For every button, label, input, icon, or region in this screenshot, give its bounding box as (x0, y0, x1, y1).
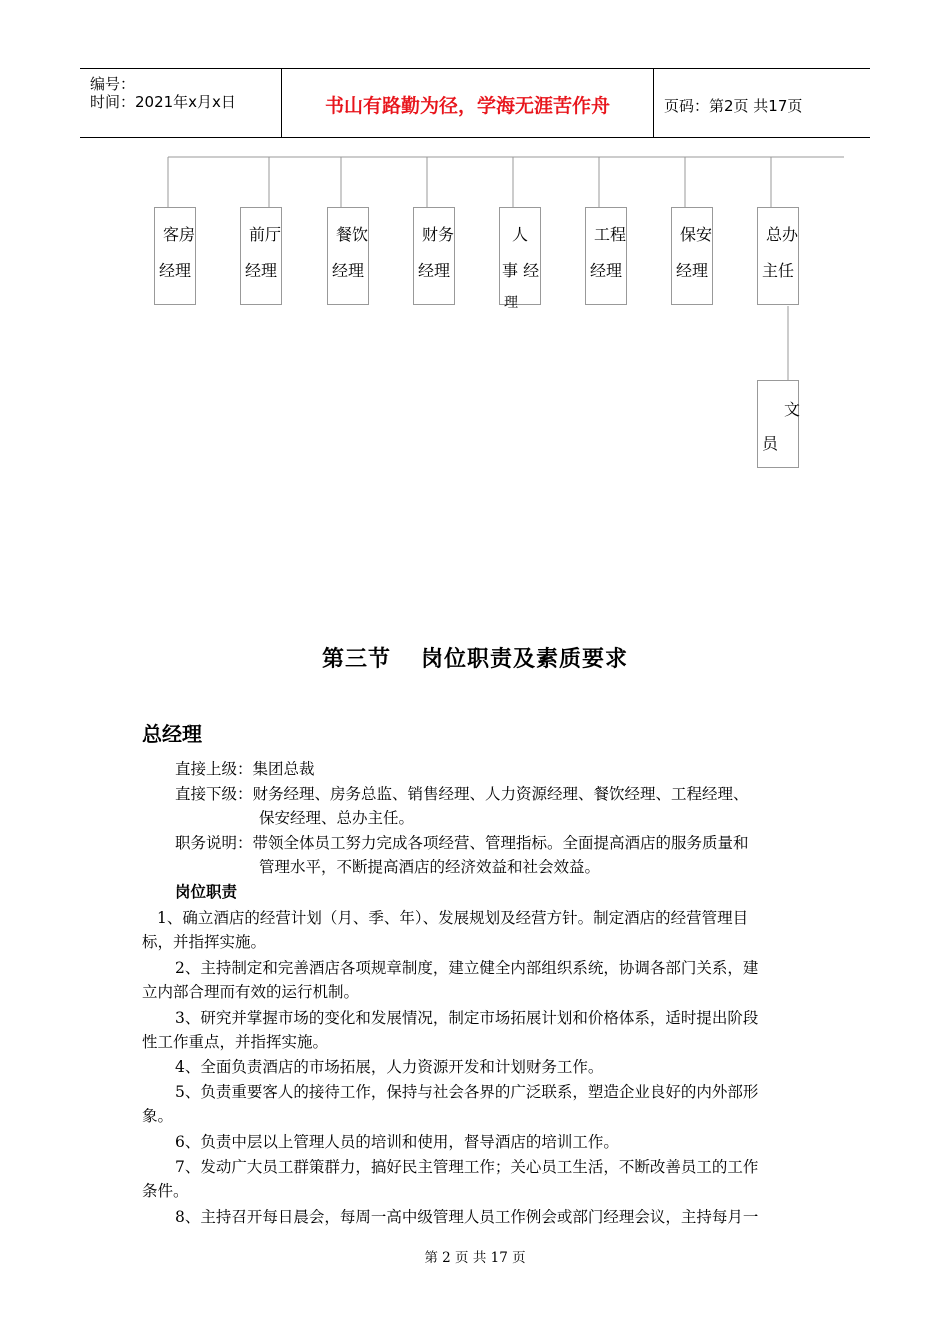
duty-line: 条件。 (142, 1182, 189, 1200)
org-box-text: 经理 (245, 261, 278, 280)
duty-line: 5、负责重要客人的接待工作，保持与社会各界的广泛联系，塑造企业良好的内外部形 (175, 1083, 759, 1101)
duty-line: 1、确立酒店的经营计划（月、季、年）、发展规划及经营方针。制定酒店的经营管理目 (157, 909, 749, 927)
org-box-text: 前厅 (249, 225, 282, 244)
org-box-front-office-manager (240, 207, 282, 305)
document-number: 编号： (90, 75, 136, 93)
header-motto: 书山有路勤为径，学海无涯苦作舟 (324, 95, 610, 117)
org-box-text: 客房 (163, 225, 196, 244)
org-box-text: 餐饮 (336, 225, 369, 244)
org-box-food-beverage-manager (327, 207, 369, 305)
section-title (0, 642, 950, 673)
org-box-text: 理 (504, 295, 518, 311)
direct-subordinates-cont: 保安经理、总办主任。 (259, 809, 415, 827)
org-box-engineering-manager (585, 207, 627, 305)
org-box-general-office-director (757, 207, 799, 305)
duty-line: 7、发动广大员工群策群力，搞好民主管理工作；关心员工生活，不断改善员工的工作 (175, 1158, 759, 1176)
org-box-text: 总办 (766, 225, 799, 244)
org-box-hr-manager (499, 207, 541, 311)
org-box-text: 人 (512, 225, 529, 244)
org-box-text: 工程 (594, 225, 627, 244)
org-box-security-manager (671, 207, 713, 305)
document-date: 时间：2021年x月x日 (90, 93, 236, 111)
org-box-finance-manager (413, 207, 455, 305)
org-box-text: 财务 (422, 225, 455, 244)
duty-line: 性工作重点，并指挥实施。 (142, 1033, 329, 1051)
org-box-text: 保安 (680, 225, 713, 244)
duty-line: 立内部合理而有效的运行机制。 (142, 983, 360, 1001)
duty-line: 标，并指挥实施。 (142, 933, 267, 951)
org-box-text: 经理 (332, 261, 365, 280)
page-footer: 第 2 页 共 17 页 (424, 1250, 526, 1266)
org-box-text: 员 (762, 434, 779, 453)
duty-line: 8、主持召开每日晨会，每周一高中级管理人员工作例会或部门经理会议，主持每月一 (175, 1208, 759, 1226)
org-box-clerk (757, 380, 799, 468)
org-box-text: 事 经 (502, 261, 540, 280)
header-page-number: 页码：第2页 共17页 (664, 97, 803, 115)
duty-line: 6、负责中层以上管理人员的培训和使用，督导酒店的培训工作。 (175, 1133, 619, 1151)
duty-line: 4、全面负责酒店的市场拓展，人力资源开发和计划财务工作。 (175, 1058, 604, 1076)
org-box-text: 经理 (159, 261, 192, 280)
org-box-guest-room-manager (154, 207, 196, 305)
org-box-text: 经理 (418, 261, 451, 280)
job-description-cont: 管理水平，不断提高酒店的经济效益和社会效益。 (259, 858, 601, 876)
org-chart-connectors (0, 0, 950, 600)
direct-subordinates: 直接下级：财务经理、房务总监、销售经理、人力资源经理、餐饮经理、工程经理、 (175, 785, 749, 803)
duty-line: 象。 (142, 1107, 174, 1125)
org-box-text: 经理 (590, 261, 623, 280)
org-box-text: 经理 (676, 261, 709, 280)
duty-line: 2、主持制定和完善酒店各项规章制度，建立健全内部组织系统，协调各部门关系，建 (175, 959, 759, 977)
direct-superior: 直接上级：集团总裁 (175, 760, 315, 778)
org-box-text: 文 (784, 400, 801, 419)
duties-heading: 岗位职责 (175, 882, 238, 901)
org-box-text: 主任 (762, 261, 795, 280)
position-title: 总经理 (142, 722, 202, 746)
section-heading: 岗位职责及素质要求 (421, 646, 629, 672)
section-number: 第三节 (321, 646, 391, 672)
job-description: 职务说明：带领全体员工努力完成各项经营、管理指标。全面提高酒店的服务质量和 (175, 834, 749, 852)
duty-line: 3、研究并掌握市场的变化和发展情况，制定市场拓展计划和价格体系，适时提出阶段 (175, 1009, 759, 1027)
